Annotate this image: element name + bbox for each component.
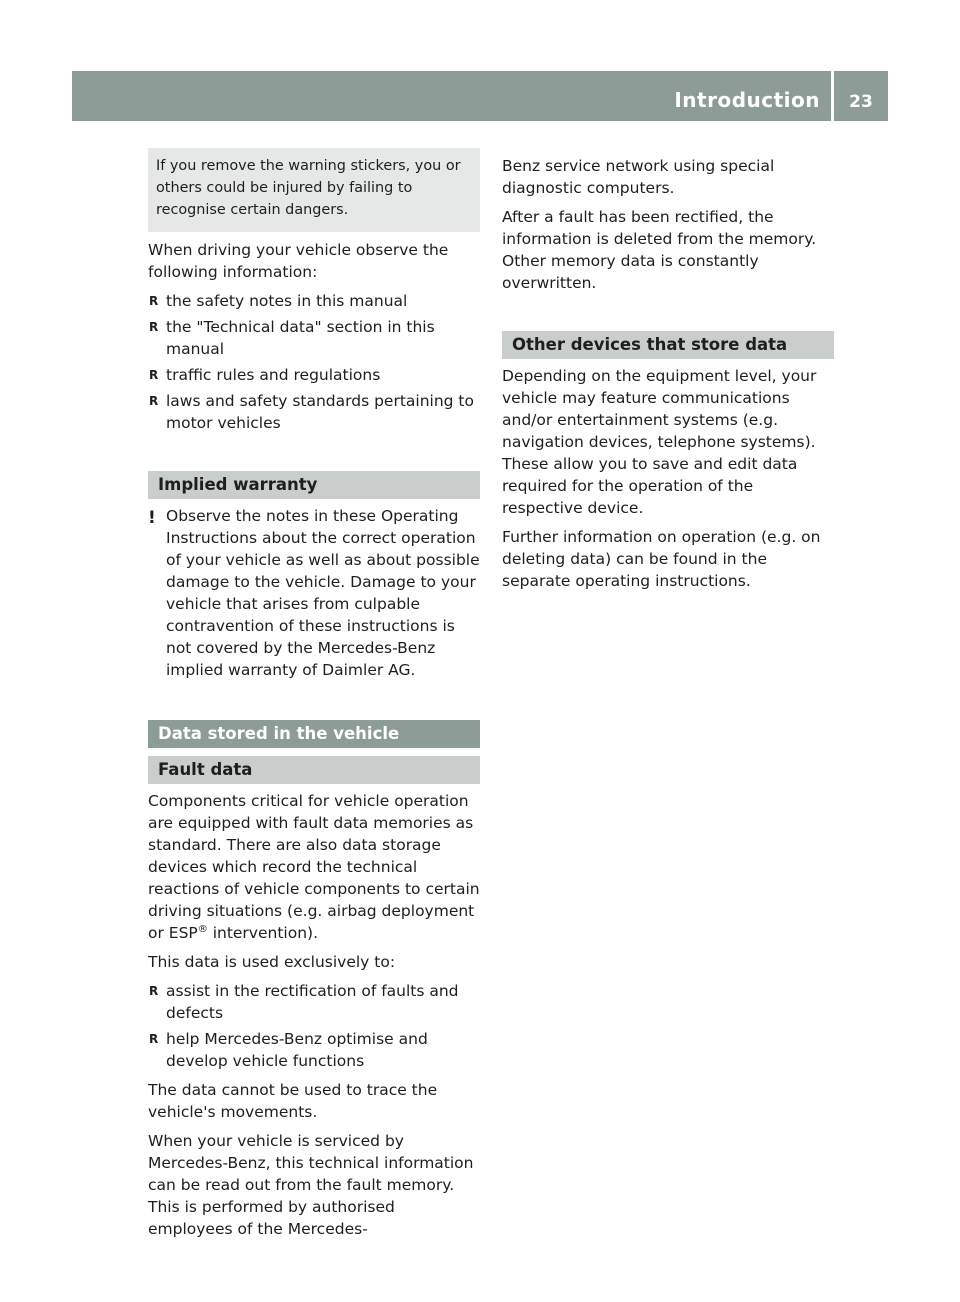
warranty-text: Observe the notes in these Operating Instructions about the correct operation of your vehicle as well as about possible damage to the vehicle. Damage to your vehicle that arises from culpable contravention of these instructions is not covered by the Mercedes-Benz implied warranty of Daimler AG.: [166, 507, 480, 679]
warning-box: If you remove the warning stickers, you or others could be injured by failing to recognise certain dangers.: [148, 148, 480, 232]
rectified-paragraph: After a fault has been rectified, the information is deleted from the memory. Other memory data is constantly overwritten.: [502, 208, 817, 292]
bullet-icon: R: [149, 320, 159, 334]
caution-icon: !: [148, 508, 156, 528]
list-item: R the "Technical data" section in this manual: [149, 318, 435, 358]
page-number: 23: [849, 92, 873, 112]
list-item: R the safety notes in this manual: [149, 292, 408, 310]
driving-intro: When driving your vehicle observe the following information:: [148, 241, 449, 281]
other-devices-heading: Other devices that store data: [502, 331, 834, 359]
left-column: [148, 148, 480, 1247]
bullet-icon: R: [149, 1032, 159, 1046]
bullet-icon: R: [149, 368, 159, 382]
chapter-title: Introduction: [674, 88, 820, 112]
list-item: R laws and safety standards pertaining to motor vehicles: [149, 392, 474, 432]
fault-paragraph-3: The data cannot be used to trace the vehicle's movements.: [148, 1081, 438, 1121]
list-item: R traffic rules and regulations: [149, 366, 381, 384]
other-paragraph-1: Depending on the equipment level, your vehicle may feature communications and/or entertainment systems (e.g. navigation devices, telephone systems). These allow you to save and edit data required for the operation of the respective device.: [502, 367, 817, 517]
fault-paragraph-1: Components critical for vehicle operation are equipped with fault data memories as standard. There are also data storage devices which record the technical reactions of vehicle components to certain driving situations (e.g. airbag deployment or ESP® intervention).: [148, 792, 480, 942]
implied-warranty-heading: Implied warranty: [148, 471, 480, 499]
bullet-icon: R: [149, 394, 159, 408]
continued-paragraph: Benz service network using special diagnostic computers.: [502, 157, 775, 197]
list-item: R help Mercedes-Benz optimise and develop vehicle functions: [149, 1030, 428, 1070]
warranty-caution: [148, 505, 480, 681]
fault-paragraph-2: This data is used exclusively to:: [148, 953, 396, 971]
fault-paragraph-4: When your vehicle is serviced by Mercedes-Benz, this technical information can be read out from the fault memory. This is performed by authorised employees of the Mercedes-: [148, 1132, 474, 1238]
data-stored-heading: Data stored in the vehicle: [148, 720, 480, 748]
right-column: [502, 155, 834, 599]
other-paragraph-2: Further information on operation (e.g. on deleting data) can be found in the separate operating instructions.: [502, 528, 821, 590]
driving-bullet-list: [148, 290, 480, 434]
list-item: R assist in the rectification of faults and defects: [149, 982, 459, 1022]
fault-data-heading: Fault data: [148, 756, 480, 784]
bullet-icon: R: [149, 294, 159, 308]
fault-bullet-list: [148, 980, 480, 1072]
bullet-icon: R: [149, 984, 159, 998]
